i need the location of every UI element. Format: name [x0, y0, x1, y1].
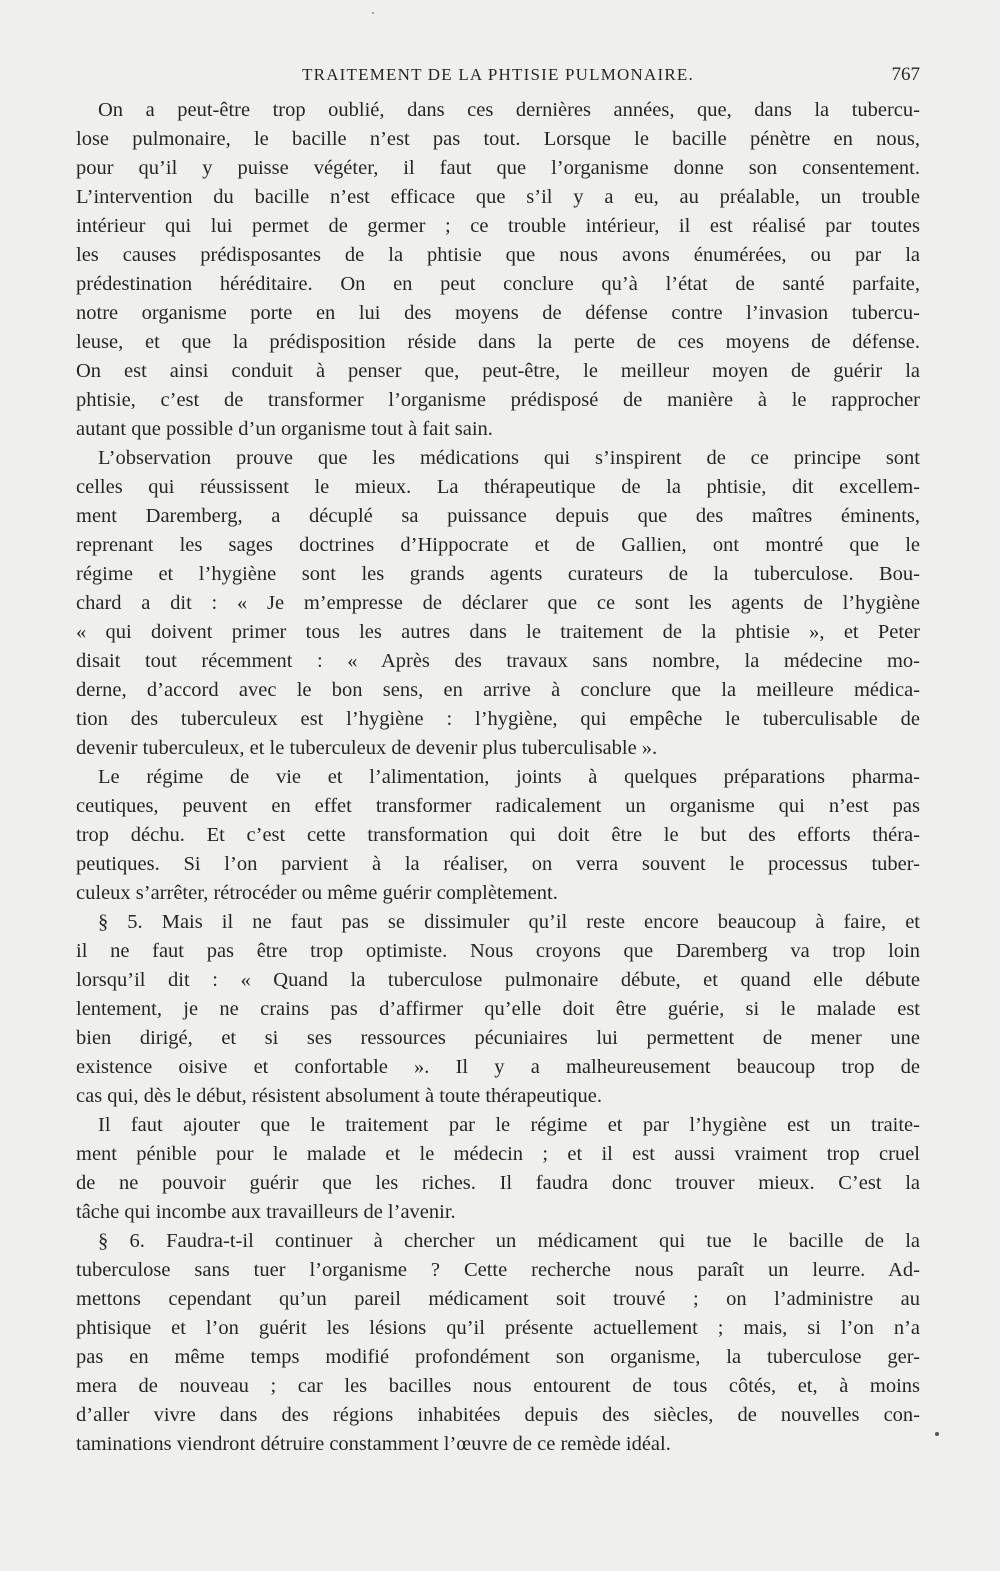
text-line: L’observation prouve que les médications qui s’inspirent de ce principe sont [98, 447, 920, 469]
text-line: lentement, je ne crains pas d’affirmer qu’elle doit être guérie, si le malade est [76, 998, 920, 1020]
text-line: tuberculose sans tuer l’organisme ? Cette recherche nous paraît un leurre. Ad- [76, 1259, 920, 1281]
print-speck [372, 12, 374, 14]
text-line: § 5. Mais il ne faut pas se dissimuler qu’il reste encore beaucoup à faire, et [98, 911, 920, 933]
text-line: lose pulmonaire, le bacille n’est pas tout. Lorsque le bacille pénètre en nous, [76, 128, 920, 150]
text-line: ment pénible pour le malade et le médecin ; et il est aussi vraiment trop cruel [76, 1143, 920, 1165]
text-line: bien dirigé, et si ses ressources pécuniaires lui permettent de mener une [76, 1027, 920, 1049]
text-line: disait tout récemment : « Après des travaux sans nombre, la médecine mo- [76, 650, 920, 672]
text-line: ceutiques, peuvent en effet transformer radicalement un organisme qui n’est pas [76, 795, 920, 817]
text-line: devenir tuberculeux, et le tuberculeux de devenir plus tuberculisable ». [76, 737, 658, 759]
text-line: reprenant les sages doctrines d’Hippocrate et de Gallien, ont montré que le [76, 534, 920, 556]
text-line: celles qui réussissent le mieux. La thérapeutique de la phtisie, dit excellem- [76, 476, 920, 498]
print-speck [935, 1432, 939, 1436]
text-line: tâche qui incombe aux travailleurs de l’avenir. [76, 1201, 456, 1223]
text-line: les causes prédisposantes de la phtisie que nous avons énumérées, ou par la [76, 244, 920, 266]
text-line: culeux s’arrêter, rétrocéder ou même guérir complètement. [76, 882, 558, 904]
text-line: ment Daremberg, a décuplé sa puissance depuis que des maîtres éminents, [76, 505, 920, 527]
text-line: mettons cependant qu’un pareil médicament soit trouvé ; on l’administre au [76, 1288, 920, 1310]
text-line: tion des tuberculeux est l’hygiène : l’hygiène, qui empêche le tuberculisable de [76, 708, 920, 730]
text-line: prédestination héréditaire. On en peut conclure qu’à l’état de santé parfaite, [76, 273, 920, 295]
text-line: Le régime de vie et l’alimentation, joints à quelques préparations pharma- [98, 766, 920, 788]
text-line: On a peut-être trop oublié, dans ces dernières années, que, dans la tubercu- [98, 99, 920, 121]
page-header [76, 60, 920, 90]
text-line: de ne pouvoir guérir que les riches. Il faudra donc trouver mieux. C’est la [76, 1172, 920, 1194]
text-line: lorsqu’il dit : « Quand la tuberculose pulmonaire débute, et quand elle débute [76, 969, 920, 991]
text-line: trop déchu. Et c’est cette transformation qui doit être le but des efforts théra- [76, 824, 920, 846]
running-head: TRAITEMENT DE LA PHTISIE PULMONAIRE. [302, 65, 694, 84]
text-line: régime et l’hygiène sont les grands agents curateurs de la tuberculose. Bou- [76, 563, 920, 585]
text-line: intérieur qui lui permet de germer ; ce trouble intérieur, il est réalisé par toutes [76, 215, 920, 237]
text-line: cas qui, dès le début, résistent absolument à toute thérapeutique. [76, 1085, 603, 1107]
text-line: L’intervention du bacille n’est efficace que s’il y a eu, au préalable, un trouble [76, 186, 920, 208]
text-line: pas en même temps modifié profondément son organisme, la tuberculose ger- [76, 1346, 920, 1368]
text-line: d’aller vivre dans des régions inhabitées depuis des siècles, de nouvelles con- [76, 1404, 920, 1426]
text-line: leuse, et que la prédisposition réside dans la perte de ces moyens de défense. [76, 331, 920, 353]
text-line: peutiques. Si l’on parvient à la réaliser, on verra souvent le processus tuber- [76, 853, 920, 875]
text-line: Il faut ajouter que le traitement par le régime et par l’hygiène est un traite- [98, 1114, 920, 1136]
text-line: On est ainsi conduit à penser que, peut-être, le meilleur moyen de guérir la [76, 360, 920, 382]
text-line: § 6. Faudra-t-il continuer à chercher un médicament qui tue le bacille de la [98, 1230, 920, 1252]
text-line: il ne faut pas être trop optimiste. Nous croyons que Daremberg va trop loin [76, 940, 920, 962]
text-line: derne, d’accord avec le bon sens, en arrive à conclure que la meilleure médica- [76, 679, 920, 701]
text-line: autant que possible d’un organisme tout à fait sain. [76, 418, 493, 440]
text-line: mera de nouveau ; car les bacilles nous entourent de tous côtés, et, à moins [76, 1375, 920, 1397]
text-line: existence oisive et confortable ». Il y a malheureusement beaucoup trop de [76, 1056, 920, 1078]
text-line: taminations viendront détruire constamment l’œuvre de ce remède idéal. [76, 1433, 671, 1455]
text-line: phtisie, c’est de transformer l’organisme prédisposé de manière à le rapprocher [76, 389, 920, 411]
text-line: pour qu’il y puisse végéter, il faut que l’organisme donne son consentement. [76, 157, 920, 179]
page-number: 767 [891, 64, 920, 85]
text-line: phtisique et l’on guérit les lésions qu’il présente actuellement ; mais, si l’on n’a [76, 1317, 920, 1339]
text-line: notre organisme porte en lui des moyens de défense contre l’invasion tubercu- [76, 302, 920, 324]
body-text [76, 96, 920, 1459]
text-line: chard a dit : « Je m’empresse de déclarer que ce sont les agents de l’hygiène [76, 592, 920, 614]
text-line: « qui doivent primer tous les autres dans le traitement de la phtisie », et Peter [76, 621, 920, 643]
